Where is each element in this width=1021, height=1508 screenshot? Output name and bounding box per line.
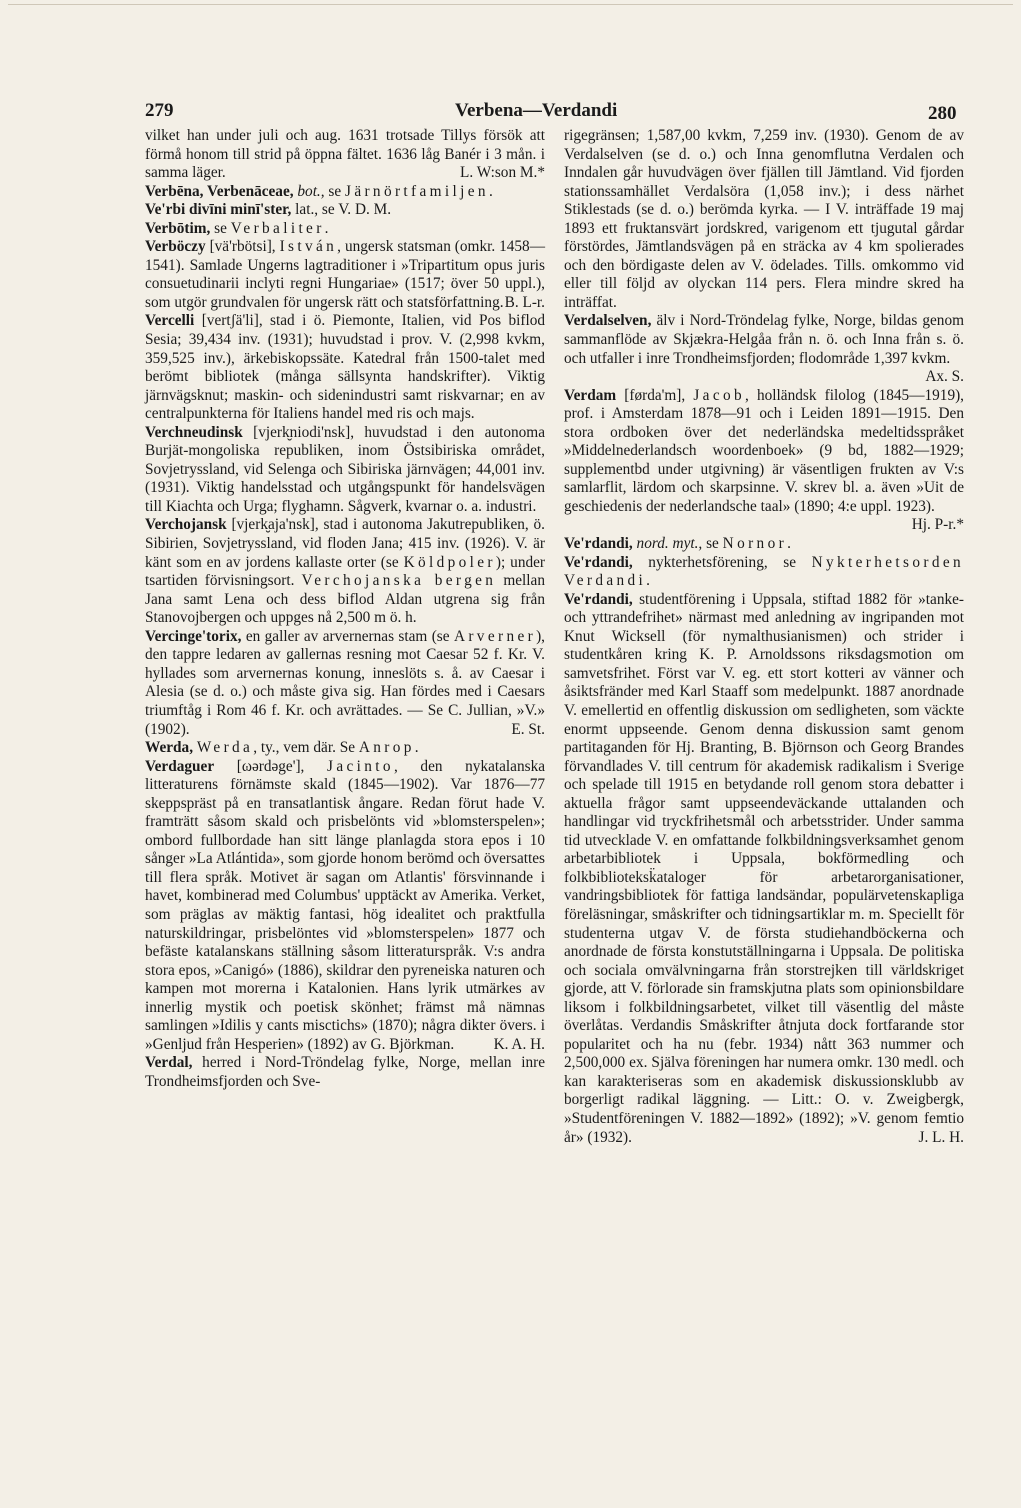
entry-verdal-continuation xyxy=(564,127,964,312)
entry-headword: Verbēna, Verbenāceae, xyxy=(145,182,294,200)
entry-text: herred i Nord-Tröndelag fylke, Norge, mellan inre Trondheimsfjorden och Sve- xyxy=(145,1054,545,1090)
entry-text: , holländsk filolog (1845—1919), prof. i Amsterdam 1878—91 och i Leiden 1891—1915. Den stora ordboken över det nederländska medeltidsspråket »Middelnederlandsch woordenboek» (9 bd, 1882—1929; supplementbd under utgivning) är väsentligen frukten av V:s samlarflit, lärdom och skarpsinne. V. skrev bl. a. även »Uit de geschiedenis der nederlandsche taal» (1890; 4:e uppl. 1923). xyxy=(564,386,965,515)
entry-crossref: Järnörtfamiljen xyxy=(345,182,489,200)
entry-text: en galler av arvernernas stam (se xyxy=(245,627,450,645)
entry-verboczy xyxy=(145,238,545,312)
entry-verdandi-nykterhet xyxy=(564,554,964,591)
entry-headword: Verdaguer xyxy=(145,757,215,775)
entry-text: lat., se V. D. M. xyxy=(295,201,392,219)
entry-crossref: Verbaliter xyxy=(230,219,325,237)
entry-text: [ωərdəge'], xyxy=(236,757,305,775)
entry-verdam xyxy=(564,387,964,535)
entry-domain: nord. myt., xyxy=(636,535,703,553)
entry-headword: Verbōtim, xyxy=(145,219,211,237)
entry-headword: Verchneudinsk xyxy=(145,423,243,441)
entry-domain: bot., xyxy=(297,182,325,200)
running-header: Verbena—Verdandi xyxy=(455,100,618,121)
entry-text: älv i Nord-Tröndelag fylke, Norge, bildas genom sammanflöde av Skjækra-Helgåa från n. ö. och Inna från s. ö. och utfaller i inre Trondheimsfjorden; flodområde 1,397 kvkm. xyxy=(564,312,964,367)
entry-text: ), den tappre ledaren av gallernas resning mot Caesar 52 f. Kr. V. hyllades som arvernernas konung, inneslöts s. å. av Caesar i Alesia (se d. o.) och måste giva sig. Han fördes med i Caesars triumftåg i Rom 46 f. Kr. och avrättades. — Se C. Jullian, »V.» (1902). xyxy=(145,627,545,738)
entry-name: Jacob xyxy=(693,386,746,404)
entry-headword: Werda, xyxy=(145,739,194,757)
entry-text: , den nykatalanska litteraturens förnämste skald (1845—1902). Var 1876—77 skeppspräst på en transatlantisk ångare. Redan förut hade V. framträtt såsom skald och prisbelönts vid »blomsterspelen»; ombord fullbordade han sitt länge planlagda stora epos i 10 sånger »La Atlántida», som gjorde honom berömd och översattes till flera språk. Motivet är sagan om Atlantis' försvinnande i havet, kombinerad med Columbus' upptäckt av Amerika. Verket, som präglas av mäktig fantasi, hög idealitet och praktfulla naturskildringar, prisbelöntes vid »blomsterspelen» 1877 och befäste katalanskans ställning såsom litteraturspråk. V:s andra stora epos, »Canigó» (1886), skildrar den pyreneiska naturen och kampen mot morerna i Katalonien. Hans lyrik utmärkes av innerlig mystik och poetisk skönhet; främst må nämnas samlingen »Idilis y cants misctichs» (1870); några dikter övers. i »Genljud från Hesperien» (1892) av G. Björkman. xyxy=(145,757,546,1053)
entry-text: . xyxy=(324,219,329,237)
entry-continuation xyxy=(145,127,545,183)
entry-werda xyxy=(145,739,545,758)
entry-name: Werda xyxy=(196,739,254,757)
entry-verchneudinsk xyxy=(145,424,545,517)
entry-verdandi-myt xyxy=(564,535,964,554)
entry-crossref: Köldpoler xyxy=(403,553,496,571)
entry-headword: Verchojansk xyxy=(145,516,227,534)
entry-text: [vjerk̮aja'nsk], stad i autonoma Jakutrepubliken, ö. Sibirien, Sovjetryssland, vid floden Jana; 415 inv. (1926). V. är känt som en av jordens kallaste orter (se xyxy=(145,516,545,571)
entry-text: studentförening i Uppsala, stiftad 1882 för »tanke- och yttrandefrihet» närmast med anledning av ingripanden mot Knut Wicksell (för nymalthusianismen) och strider i studentkåren kring K. P. Arnoldssons riksdagsmotion om samvetsfrihet. Först var V. eg. ett stort kotteri av vänner och åsiktsfränder med Karl Staaff som medelpunkt. 1887 anordnade V. emellertid en offentlig diskussion om sedligheten, som väckte enormt uppseende. Genom denna diskussion samt genom partitaganden för Hj. Branting, B. Björnson och Georg Brandes förvandlades V. till centrum för akademisk radikalism i Sverige och spelade till 1915 en betydande roll genom stora debatter i aktuella frågor samt uppseendeväckande uttalanden och handlingar vid tryckfrihetsmål och arbetsstrider. Under samma tid utvecklade V. en omfattande folkbildningsverksamhet genom arbetarbibliotek i Uppsala, bokförmedling och folkbiblioteksk̈ataloger för arbetarorganisationer, vandringsbibliotek för fattiga landsändar, populärvetenskapliga föreläsningar, småskrifter och tidningsartiklar m. m. Speciellt för studenterna utgav V. de första studiehandböckerna och anordnade de första konstutställningarna i Uppsala. De politiska och sociala omvälvningarna från storstrejken till världskriget gjorde, att V. förlorade sin framskjutna plats som opinionsbildare liksom i folkbildningsarbetet, vilket till väsentlig del måste överlåtas. Verdandis Småskrifter åtnjuta dock fortfarande stor popularitet och ha nu (febr. 1934) nått 363 nummer och 2,500,000 ex. Själva föreningen har numera omkr. 130 medl. och kan karakteriseras som en akademisk diskussionsklubb av borgerligt radikal läggning. — Litt.: O. v. Zweigbergk, »Studentföreningen V. 1882—1892» (1892); »V. genom femtio år» (1932). xyxy=(564,590,965,1146)
entry-verdaguer xyxy=(145,758,545,1055)
entry-text: , ungersk statsman (omkr. 1458—1541). Samlade Ungerns lagtraditioner i »Tripartitum opus juris consuetudinarii inclyti regni Hungariae» (1517; över 50 uppl.), som utgör grundvalen för ungersk rätt och statsförfattning. xyxy=(145,238,545,311)
entry-text: nykterhetsförening, se xyxy=(648,553,796,571)
entry-vercingetorix xyxy=(145,628,545,739)
entry-text: ); under tsartiden förvisningsort. xyxy=(145,553,546,590)
entry-signature: L. W:son M.* xyxy=(460,164,545,182)
right-column xyxy=(564,127,964,1147)
entry-subterm: Verchojanska bergen xyxy=(301,572,497,590)
entry-crossref: Nykterhetsorden Verdandi xyxy=(564,553,964,590)
entry-text: mellan Jana samt Lena och dess biflod Aldan utgrena sig från Stanovojbergen och uppges nå 2,500 m ö. h. xyxy=(145,572,545,627)
entry-text: vilket han under juli och aug. 1631 trotsade Tillys försök att förmå honom till strid på öppna fältet. 1636 låg Banér i 3 mån. i samma läger. xyxy=(145,127,545,182)
entry-verdandi-student xyxy=(564,591,964,1147)
entry-signature: E. St. xyxy=(511,720,545,738)
entry-headword: Ve'rdandi, xyxy=(564,590,633,608)
entry-headword: Verdal, xyxy=(145,1054,193,1072)
entry-text: . xyxy=(787,535,791,553)
entry-verchojansk xyxy=(145,516,545,627)
entry-verbena xyxy=(145,183,545,202)
entry-signature: J. L. H. xyxy=(918,1128,964,1146)
entry-text: [vjerk̮niodi'nsk], huvudstad i den autonoma Burjät-mongoliska republiken, inom Östsibiriska området, Sovjetryssland, vid Selenga och Sibiriska järnvägen; 44,001 inv. (1931). Viktig handelsstad och utgångspunkt för handelsvägen till Kiachta och Urga; flyghamn. Sågverk, kvarnar o. a. industri. xyxy=(145,423,545,515)
entry-signature: K. A. H. xyxy=(493,1035,545,1053)
entry-headword: Vercinge'torix, xyxy=(145,627,242,645)
entry-signature: Ax. S. xyxy=(925,368,964,386)
entry-crossref: Arverner xyxy=(453,627,537,645)
entry-verbi-divini xyxy=(145,201,545,220)
entry-signature: B. L-r. xyxy=(504,293,545,311)
entry-text: rigegränsen; 1,587,00 kvkm, 7,259 inv. (1930). Genom de av Verdalselven (se d. o.) och Inna genomflutna Verdalen och Inndalen går huvudvägen över fjällen till Jämtland. Vid fjorden stationssamhället Verdalsöra (1,058 inv.); i dess närhet Stiklestads (se d. o.) berömda kyrka. — I V. inträffade 19 maj 1893 ett fruktansvärt jordskred, varigenom ett tjugutal gårdar förstördes, Jämtlandsvägen på en sträcka av 4 km spolierades och den bördigaste delen av V. ödelades. Tills. omkommo vid eller till följd av olyckan 114 pers. Flera mindre skred ha inträffat. xyxy=(564,127,964,311)
entry-name: Jacinto xyxy=(327,757,394,775)
entry-text: se xyxy=(214,219,227,237)
entry-text: [førda'm], xyxy=(624,386,686,404)
entry-verdal xyxy=(145,1054,545,1091)
left-column xyxy=(145,127,545,1091)
entry-vercelli xyxy=(145,312,545,423)
entry-text: , ty., vem där. Se xyxy=(253,739,356,757)
page-number-left: 279 xyxy=(145,100,174,121)
entry-text: . xyxy=(414,739,419,757)
page-number-right: 280 xyxy=(928,103,957,124)
entry-headword: Verdam xyxy=(564,386,617,404)
entry-headword: Verdalselven, xyxy=(564,312,652,330)
entry-signature: Hj. P-r.* xyxy=(911,516,964,534)
entry-text: . xyxy=(646,572,650,590)
entry-headword: Ve'rdandi, xyxy=(564,553,633,571)
entry-text: se xyxy=(328,182,342,200)
top-edge-rule xyxy=(8,4,1013,5)
entry-headword: Ve'rbi divīni minī'ster, xyxy=(145,201,292,219)
entry-text: [vä'rbötsi], xyxy=(209,238,276,256)
entry-name: István xyxy=(279,238,338,256)
entry-text: . xyxy=(488,182,493,200)
entry-headword: Ve'rdandi, xyxy=(564,535,633,553)
entry-crossref: Nornor xyxy=(722,535,788,553)
entry-text: se xyxy=(706,535,719,553)
entry-verdalselven xyxy=(564,312,964,386)
entry-headword: Vercelli xyxy=(145,312,195,330)
entry-headword: Verböczy xyxy=(145,238,206,256)
entry-crossref: Anrop xyxy=(358,739,415,757)
entry-verbotim xyxy=(145,220,545,239)
entry-text: [vertʃä'li], stad i ö. Piemonte, Italien, vid Pos biflod Sesia; 39,434 inv. (1931); huvudstad i prov. V. (2,998 kvkm, 359,525 inv.), ärkebiskopssäte. Katedral från 1500-talet med berömt bibliotek (många sällsynta handskrifter). Viktig järnvägsknut; maskin- och sidenindustri samt riskvarnar; en av centralpunkterna för Italiens handel med ris och majs. xyxy=(145,312,545,423)
